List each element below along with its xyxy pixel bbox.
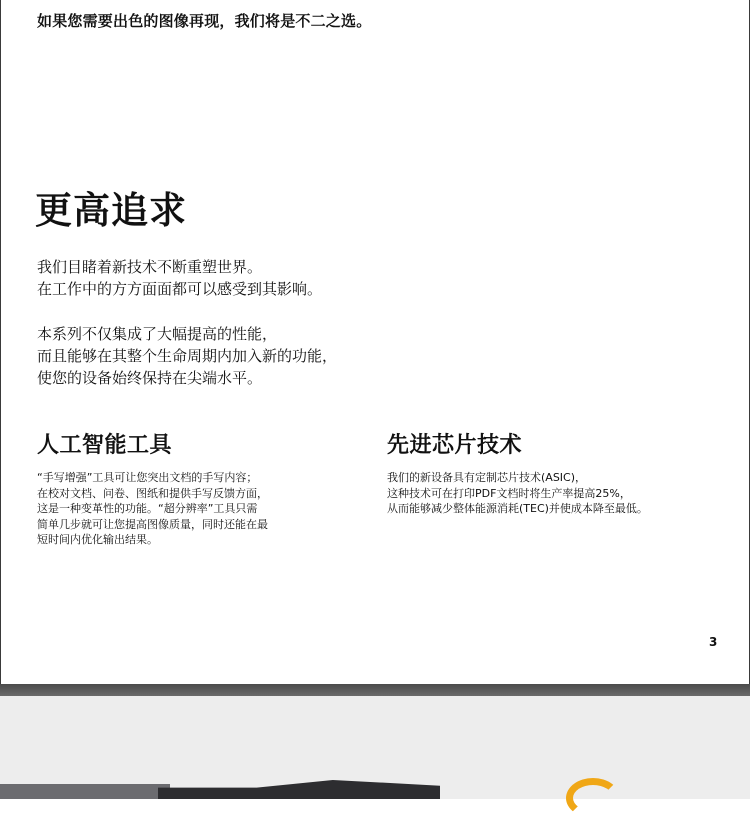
intro-line: 我们目睹着新技术不断重塑世界。 xyxy=(37,258,263,276)
body-line: 这是一种变革性的功能。“超分辨率”工具只需 xyxy=(37,502,258,515)
printer-tray-image xyxy=(0,784,170,799)
intro-line: 而且能够在其整个生命周期内加入新的功能， xyxy=(37,347,338,365)
tagline: 如果您需要出色的图像再现，我们将是不二之选。 xyxy=(37,12,372,30)
chip-tech-text xyxy=(387,470,648,517)
accent-arc-graphic xyxy=(566,778,620,818)
page-number: 3 xyxy=(709,635,718,649)
body-line: 短时间内优化输出结果。 xyxy=(37,533,158,546)
body-line: 在校对文档、问卷、图纸和提供手写反馈方面， xyxy=(37,486,268,500)
intro-paragraph-2 xyxy=(37,323,337,389)
body-line: 从而能够减少整体能源消耗(TEC)并使成本降至最低。 xyxy=(387,502,648,515)
ai-tools-text xyxy=(37,470,268,548)
body-line: 这种技术可在打印PDF文档时将生产率提高25%， xyxy=(387,486,631,500)
section-heading: 更高追求 xyxy=(35,189,187,232)
body-line: 我们的新设备具有定制芯片技术(ASIC)， xyxy=(387,471,587,484)
intro-line: 在工作中的方方面面都可以感受到其影响。 xyxy=(37,280,323,298)
body-line: 简单几步就可让您提高图像质量，同时还能在最 xyxy=(37,517,268,531)
ai-tools-heading: 人工智能工具 xyxy=(37,433,173,458)
page-separator xyxy=(0,684,750,696)
intro-line: 使您的设备始终保持在尖端水平。 xyxy=(37,369,263,387)
chip-tech-heading: 先进芯片技术 xyxy=(387,433,523,458)
body-line: “手写增强”工具可让您突出文档的手写内容； xyxy=(37,471,258,484)
intro-paragraph-1 xyxy=(37,256,322,300)
intro-line: 本系列不仅集成了大幅提高的性能， xyxy=(37,325,278,343)
